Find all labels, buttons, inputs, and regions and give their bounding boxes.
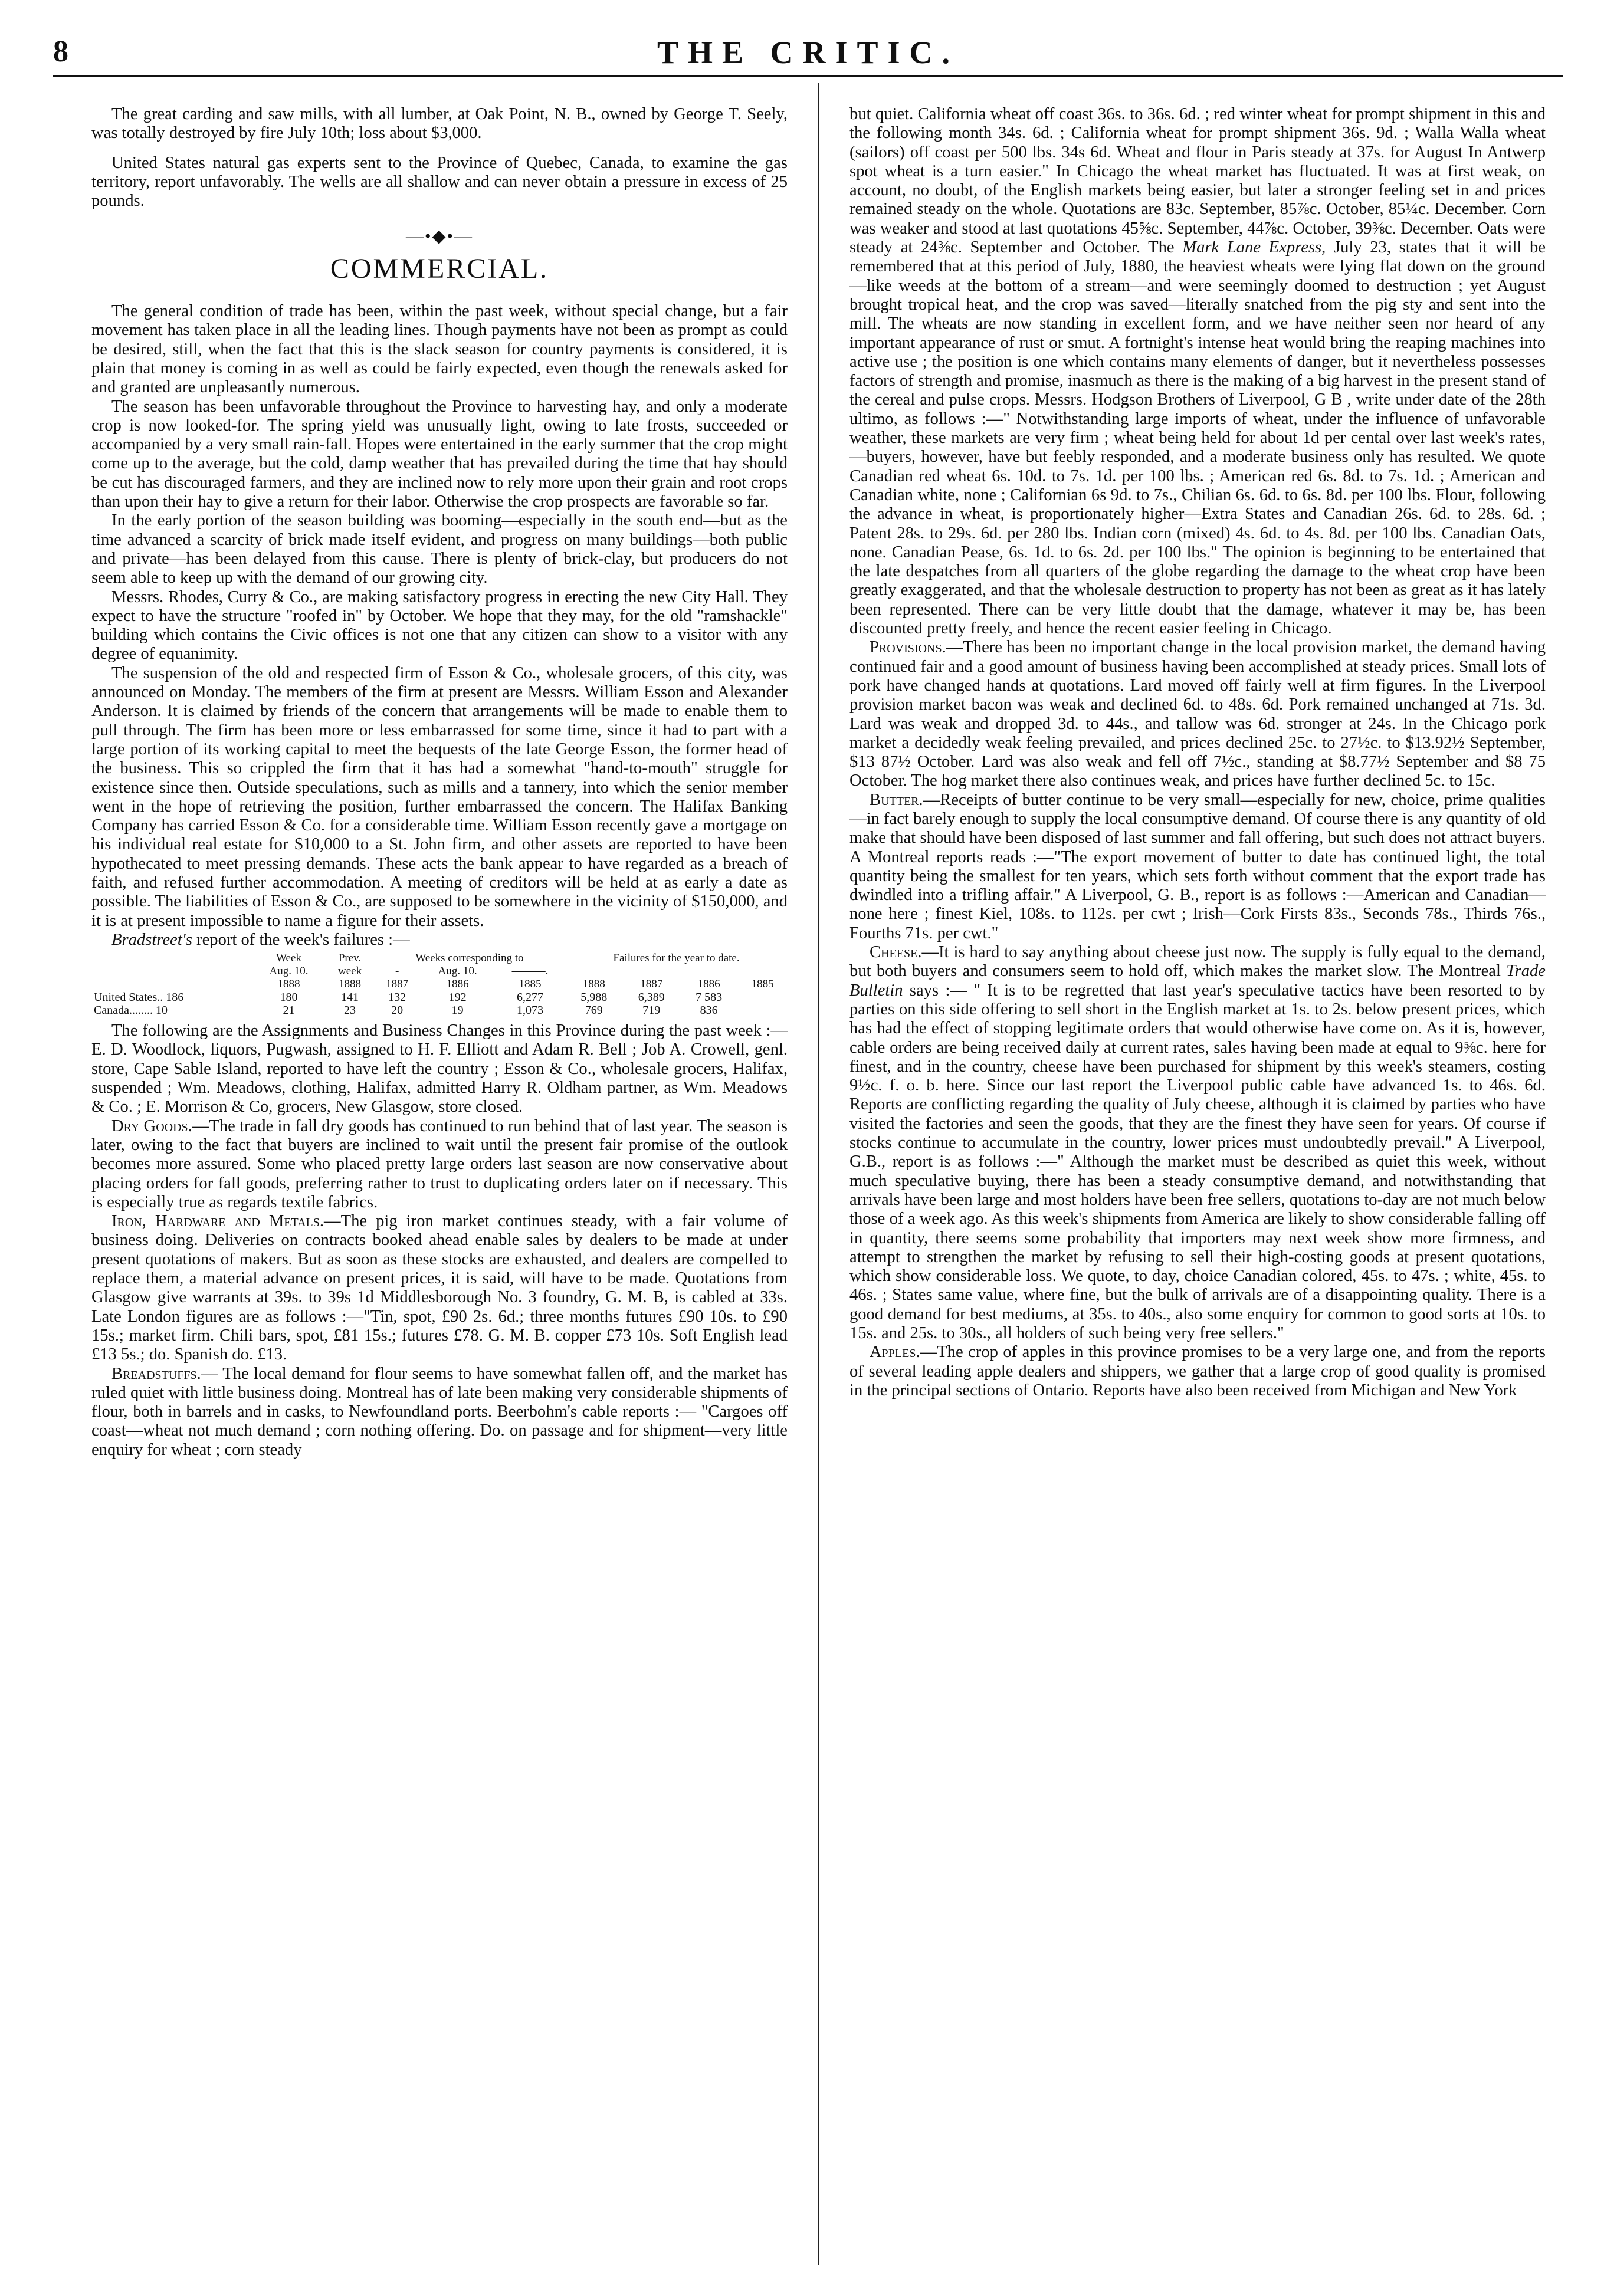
paragraph-breadstuffs: [91, 1365, 788, 1460]
table-header: Week: [276, 952, 301, 965]
paragraph-apples: [849, 1343, 1546, 1400]
table-cell: 6,277: [516, 991, 543, 1004]
paragraph-general-condition: The general condition of trade has been, within the past week, without special change, but a fair movement has taken place in all the leading lines. Though payments have not been as prompt as could be desired, still, when the fact that this is the slack season for country payments is considered, it is plain that money is coming in as well as could be fairly expected, even though the renewals asked for and granted are unpleasantly numerous.: [91, 302, 788, 397]
table-header-row: [91, 952, 788, 965]
failures-table-caption: [91, 931, 788, 950]
paragraph-building: In the early portion of the season building was booming—especially in the south end—but as the time advanced a scarcity of brick made itself evident, and progress on many buildings—both public and private—has been delayed from this cause. There is plenty of brick-clay, but producers do not seem able to keep up with the demand of our growing city.: [91, 511, 788, 587]
paragraph-esson-suspension: The suspension of the old and respected firm of Esson & Co., wholesale grocers, of this city, was announced on Monday. The members of the firm at present are Messrs. William Esson and Alexander Anderson. It is claimed by friends of the concern that arrangements will be made to enable them to pull through. The firm has been more or less embarrassed for some time, since it had to part with a large portion of its working capital to meet the bequests of the late George Esson, the former head of the business. This so crippled the firm that it has had a somewhat "hand-to-mouth" struggle for existence since then. Outside speculations, such as mills and a tannery, into which the senior member went in the hope of retrieving the position, further embarrassed the concern. The Halifax Banking Company has carried Esson & Co. for a considerable time. William Esson recently gave a mortgage on his individual real estate for $10,000 to a St. John firm, and other assets are reported to have been hypothecated to meet pressing demands. These acts the bank appear to have regarded as a breach of faith, and refused further accommodation. A meeting of creditors will be held at as early a date as possible. The liabilities of Esson & Co., are supposed to be somewhere in the vicinity of $150,000, and it is at present impossible to name a figure for their assets.: [91, 663, 788, 930]
publication-name: Trade Bulletin: [849, 962, 1546, 1000]
failures-table: [91, 952, 788, 1017]
table-cell: 23: [344, 1004, 356, 1017]
table-year: 1888: [277, 978, 300, 991]
body-apples: —The crop of apples in this province promises to be a very large one, and from the reports of several leading apple dealers and shippers, we gather that a large crop of good quality is promised in the principal sections of Ontario. Reports have also been received from Michigan and New York: [849, 1343, 1546, 1400]
masthead-title: THE CRITIC.: [657, 35, 960, 70]
table-header: Prev.: [338, 952, 362, 965]
lead-butter: Butter.: [870, 790, 923, 809]
lead-breadstuffs: Breadstuffs.: [111, 1364, 201, 1383]
table-header: Failures for the year to date.: [613, 952, 740, 965]
body-cheese-intro: —It is hard to say anything about cheese just now. The supply is fully equal to the demand, but both buyers and consumers seem to hold off, which makes the market slow. The Montreal: [849, 943, 1546, 981]
table-cell: 132: [388, 991, 406, 1004]
table-cell: 769: [585, 1004, 603, 1017]
table-cell: 20: [391, 1004, 404, 1017]
paragraph-hay-season: The season has been unfavorable throughout the Province to harvesting hay, and only a moderate crop is now looked-for. The spring yield was unusually light, owing to late frosts, succeeded or accompanied by a very small rain-fall. Hopes were entertained in the early summer that the crop might come up to the average, but the cold, damp weather that has prevailed during the time that hay should be cut has discouraged farmers, and they are inclined now to rely more upon their grain and root crops than upon their hay to give a return for their labor. Otherwise the crop prospects are favorable so far.: [91, 397, 788, 511]
table-year: 1887: [640, 978, 663, 991]
table-subheader: week: [337, 965, 362, 978]
paragraph-assignments: The following are the Assignments and Business Changes in this Province during the past week :—E. D. Woodlock, liquors, Pugwash, assigned to H. F. Elliott and Adam R. Bell ; Job A. Crowell, genl. store, Cape Sable Island, reported to have left the country ; Esson & Co., wholesale grocers, Halifax, suspended ; Wm. Meadows, clothing, Halifax, admitted Harry R. Oldham partner, as Wm. Meadows & Co. ; E. Morrison & Co, grocers, New Glasgow, store closed.: [91, 1021, 788, 1116]
caption-text: report of the week's failures :—: [192, 930, 410, 949]
body-provisions: —There has been no important change in the local provision market, the demand having continued fair and a good amount of business having been accomplished at steady prices. Small lots of pork have changed hands at quotations. Lard moved off fairly well at firm figures. In the Liverpool provision market bacon was weak and declined 6d. to 48s. 6d. Pork remained unchanged at 71s. 3d. Lard was weak and dropped 3d. to 44s., and tallow was 6d. stronger at 24s. In the Chicago pork market a decidedly weak feeling prevailed, and prices declined 25c. to 27½c. to $13.92½ September, $13 87½ October. Lard was also weak and fell off 7½c., standing at $8.77½ September and $8 75 October. The hog market there also continues weak, and prices have further declined 5c. to 15c.: [849, 638, 1546, 790]
table-row-label: Canada........ 10: [94, 1004, 168, 1017]
paragraph-butter: [849, 791, 1546, 943]
body-butter: —Receipts of butter continue to be very small—especially for new, choice, prime qualities—in fact barely enough to supply the local consumptive demand. Of course there is any quantity of old make that should have been disposed of last summer and fall offering, but such does not attract buyers. A Montreal reports reads :—"The export movement of butter to date has continued light, the total quantity being the smallest for ten years, which sets forth without comment that the export trade has dwindled into a trifling affair." A Liverpool, G. B., report is as follows :—American and Canadian—none here ; finest Kiel, 108s. to 112s. per cwt ; Irish—Cork Firsts 83s., Seconds 78s., Thirds 76s., Fourths 71s. per cwt.": [849, 790, 1546, 942]
table-subheader: Aug. 10.: [438, 965, 477, 978]
lead-provisions: Provisions.: [870, 638, 946, 657]
table-cell: 836: [700, 1004, 718, 1017]
table-cell: 21: [283, 1004, 295, 1017]
caption-source: Bradstreet's: [111, 930, 192, 949]
table-subheader: ———.: [511, 965, 549, 978]
page-number: 8: [53, 35, 68, 68]
header-rule: [53, 75, 1563, 77]
table-year: 1885: [519, 978, 542, 991]
table-subheader-row: [91, 965, 788, 978]
table-subheader: -: [395, 965, 399, 978]
lead-apples: Apples.: [870, 1343, 920, 1362]
table-year: 1886: [446, 978, 469, 991]
table-year: 1888: [582, 978, 605, 991]
lead-iron-hardware: Iron, Hardware and Metals.: [111, 1212, 324, 1231]
paragraph-cheese: [849, 943, 1546, 1343]
table-cell: 192: [448, 991, 467, 1004]
table-year: 1886: [697, 978, 720, 991]
table-row: [91, 991, 788, 1004]
news-item-natural-gas: United States natural gas experts sent to the Province of Quebec, Canada, to examine the gas territory, report unfavorably. The wells are all shallow and can never obtain a pressure in excess of 25 pounds.: [91, 153, 788, 211]
body-dry-goods: —The trade in fall dry goods has continued to run behind that of last year. The season is later, owing to the fact that buyers are inclined to wait until the present fair promise of the outlook becomes more assured. Some who placed pretty large orders last season are now conservative about placing orders for fall goods, preferring rather to trust to duplicating orders later on if necessary. This is especially true as regards textile fabrics.: [91, 1116, 788, 1211]
table-cell: 1,073: [516, 1004, 543, 1017]
table-row: [91, 1004, 788, 1017]
table-year-row: [91, 978, 788, 991]
lead-cheese: Cheese.: [870, 943, 922, 962]
body-breadstuffs: — The local demand for flour seems to have somewhat fallen off, and the market has ruled quiet with little business doing. Montreal has of late been making very considerable shipments of flour, both in barrels and in casks, to Newfoundland ports. Beerbohm's cable reports :— "Cargoes off coast—wheat not much demand ; corn nothing offering. Do. on passage and for shipment—very little enquiry for wheat ; corn steady: [91, 1364, 788, 1459]
section-title-commercial: COMMERCIAL.: [330, 252, 549, 284]
table-year: 1887: [386, 978, 409, 991]
table-cell: 7 583: [696, 991, 723, 1004]
column-divider: [818, 83, 819, 2265]
paragraph-provisions: [849, 638, 1546, 790]
body-iron-hardware: —The pig iron market continues steady, with a fair volume of business doing. Deliveries on contracts booked ahead enable sales by dealers to be made at under present quotations of makers. But as soon as these stocks are exhausted, and dealers are compelled to replace them, a material advance on present prices, it is said, will have to be made. Quotations from Glasgow give warrants at 39s. to 39s 1d Middlesborough No. 3 foundry, G. M. B, is cabled at 33s. Late London figures are as follows :—"Tin, spot, £90 2s. 6d.; three months futures £90 10s. to £90 15s.; market firm. Chili bars, spot, £81 15s.; futures £78. G. M. B. copper £73 10s. Soft English lead £13 5s.; do. Spanish do. £13.: [91, 1212, 788, 1364]
table-cell: 141: [341, 991, 359, 1004]
paragraph-iron-hardware: [91, 1212, 788, 1364]
table-cell: 180: [280, 991, 298, 1004]
right-column: [849, 105, 1546, 2264]
table-header: Weeks corresponding to: [415, 952, 524, 965]
body-cheese: says :— " It is to be regretted that last year's speculative tactics have been resorted to by parties on this side offering to sell short in the English market at 1s. to 2s. below present prices, which has had the effect of stopping legitimate orders that would otherwise have come on. As it is, however, cable orders are being received daily at current rates, sales having been made at equal to 9⅝c. here for finest, and in the country, cheese have been purchased for shipment by this week's steamers, costing 9½c. f. o. b. here. Since our last report the Liverpool public cable have advanced 1s. to 46s. 6d. Reports are conflicting regarding the quality of July cheese, although it is claimed by parties who have visited the factories and seen the goods, that they are the finest they have seen for years. Of course if stocks continue to accumulate in the country, lower prices must undoubtedly prevail." A Liverpool, G.B., report is as follows :—" Although the market must be described as quiet this week, without much speculative buying, there has been a steady consumptive demand, and notwithstanding that arrivals have been large and most holders have been free sellers, quotations to-day are not much below those of a week ago. As this week's shipments from America are likely to show considerable falling off in quantity, there seems some probability that importers may next week show more firmness, and attempt to strengthen the market by refusing to sell their high-costing goods at present quotations, which show considerable loss. We quote, to day, choice Canadian colored, 45s. to 47s. ; white, 45s. to 46s. ; States same value, where fine, but the bulk of arrivals are of a disappointing quality. There is a good demand for best mediums, at 35s. to 40s., also some enquiry for common to good sorts at 10s. to 15s. and 25s. to 30s., all holders of such being very free sellers.": [849, 981, 1546, 1342]
left-column: [91, 105, 788, 2264]
table-year: 1885: [751, 978, 774, 991]
table-cell: 719: [642, 1004, 661, 1017]
table-cell: 19: [451, 1004, 464, 1017]
section-ornament: —•◆•—: [405, 226, 474, 247]
body-grain-markets: but quiet. California wheat off coast 36s. to 36s. 6d. ; red winter wheat for prompt shipment in this and the following month 34s. 6d. ; California wheat for prompt shipment 36s. 9d. ; Walla Walla wheat (sailors) off coast per 500 lbs. 34s 6d. Wheat and flour in Paris steady at 37s. for August In Antwerp spot wheat is a turn easier." In Chicago the wheat market has fluctuated. It was at first weak, on account, no doubt, of the English markets being easier, but later a stronger feeling set in and prices remained steady on the whole. Quotations are 83c. September, 85⅞c. October, 85¼c. December. Corn was weaker and stood at last quotations 45⅝c. September, 44⅞c. October, 39⅜c. December. Oats were steady at 24⅜c. September and October. The: [849, 105, 1546, 257]
paragraph-city-hall: Messrs. Rhodes, Curry & Co., are making satisfactory progress in erecting the new City Hall. They expect to have the structure "roofed in" by October. We hope that they may, for the old "ramshackle" building which contains the Civic offices is not one that any citizen can show to a visitor with any degree of equanimity.: [91, 587, 788, 663]
table-row-label: United States.. 186: [94, 991, 184, 1004]
table-cell: 5,988: [580, 991, 608, 1004]
lead-dry-goods: Dry Goods.: [111, 1116, 192, 1135]
table-year: 1888: [339, 978, 362, 991]
paragraph-breadstuffs-continued: [849, 105, 1546, 638]
table-subheader: Aug. 10.: [269, 965, 309, 978]
body-harvest-report: , July 23, states that it will be remembered that at this period of July, 1880, the heaviest wheats were lying flat down on the ground—like weeds at the bottom of a stream—and were seemingly doomed to destruction ; yet August brought tropical heat, and the crop was saved—literally snatched from the pig sty and sent into the mill. The wheats are now standing in excellent form, and we have neither seen nor heard of any important appearance of rust or smut. A fortnight's intense heat would bring the reaping machines into active use ; the position is one which contains many elements of danger, but it nevertheless possesses factors of strength and promise, inasmuch as there is the making of a big harvest in the present stand of the cereal and pulse crops. Messrs. Hodgson Brothers of Liverpool, G B , write under date of the 28th ultimo, as follows :—" Notwithstanding large imports of wheat, under the influence of unfavorable weather, these markets are very firm ; wheat being held for about 1d per cental over last week's rates,—buyers, however, have but feebly responded, and a moderate business only has resulted. We quote Canadian red wheat 6s. 10d. to 7s. 1d. per 100 lbs. ; American red 6s. 8d. to 7s. 1d. ; American and Canadian white, none ; Californian 6s 9d. to 7s., Chilian 6s. 6d. to 6s. 8d. per 100 lbs. Flour, following the advance in wheat, is proportionately higher—Extra States and Canadian 26s. 6d. to 28s. 6d. ; Patent 28s. to 29s. 6d. per 280 lbs. Indian corn (mixed) 4s. 6d. to 4s. 8d. per 100 lbs. Canadian Oats, none. Canadian Pease, 6s. 1d. to 6s. 2d. per 100 lbs." The opinion is beginning to be entertained that the late despatches from all quarters of the globe regarding the damage to the wheat crop have been greatly exaggerated, and that the wholesale destruction to property has not been as great as it has lately been represented. There can be very little doubt that the damage, whatever it may be, has been discounted pretty freely, and hence the recent easier feeling in Chicago.: [849, 238, 1546, 638]
page-header: [53, 34, 1563, 70]
publication-name: Mark Lane Express: [1182, 238, 1322, 257]
table-cell: 6,389: [638, 991, 665, 1004]
news-item-oak-point-fire: The great carding and saw mills, with all lumber, at Oak Point, N. B., owned by George T. Seely, was totally destroyed by fire July 10th; loss about $3,000.: [91, 105, 788, 143]
paragraph-dry-goods: [91, 1117, 788, 1212]
